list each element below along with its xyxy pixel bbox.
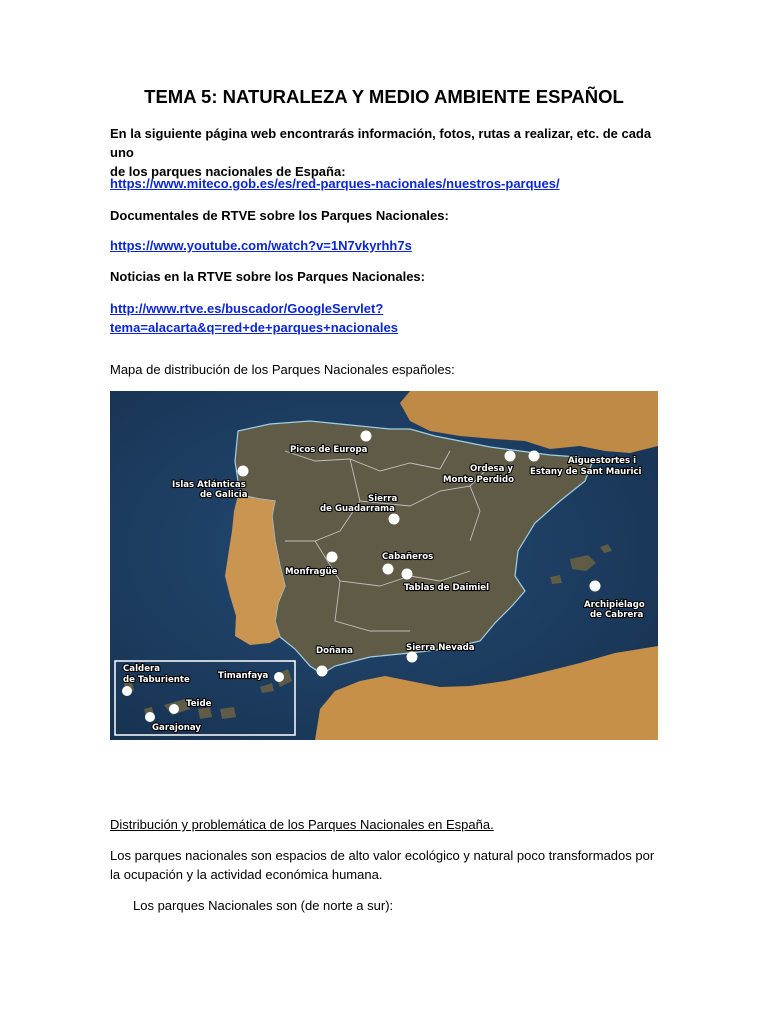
marker-garajonay[interactable] — [145, 712, 155, 722]
marker-caldera-taburiente[interactable] — [122, 686, 132, 696]
list-intro: Los parques Nacionales son (de norte a sur): — [133, 898, 394, 913]
marker-tablas-de-daimiel[interactable] — [402, 569, 413, 580]
label-nevada: Sierra Nevada — [406, 643, 475, 653]
rtve-link[interactable]: http://www.rtve.es/buscador/GoogleServlet?tema=alacarta&q=red+de+parques+nacionales — [110, 301, 398, 335]
label-sierra-2: de Guadarrama — [320, 504, 395, 514]
miteco-link[interactable]: https://www.miteco.gob.es/es/red-parques-nacionales/nuestros-parques/ — [110, 176, 560, 191]
label-ordesa-1: Ordesa y — [470, 464, 514, 474]
marker-ordesa[interactable] — [505, 451, 516, 462]
page-title: TEMA 5: NATURALEZA Y MEDIO AMBIENTE ESPAÑOL — [144, 86, 624, 107]
label-tablas: Tablas de Daimiel — [404, 583, 490, 593]
marker-aiguestortes[interactable] — [529, 451, 540, 462]
label-islas-2: de Galicia — [200, 490, 248, 500]
label-archi-1: Archipiélago — [584, 600, 645, 610]
label-garajonay: Garajonay — [152, 723, 201, 733]
label-monfrague: Monfragüe — [285, 567, 338, 577]
label-aigues-1: Aiguestortes i — [568, 456, 637, 466]
marker-teide[interactable] — [169, 704, 179, 714]
marker-cabrera[interactable] — [590, 581, 601, 592]
national-parks-map — [110, 391, 658, 740]
label-ordesa-2: Monte Perdido — [443, 475, 515, 485]
label-aigues-2: Estany de Sant Maurici — [530, 467, 642, 477]
label-archi-2: de Cabrera — [590, 610, 644, 620]
marker-timanfaya[interactable] — [274, 672, 284, 682]
intro-paragraph — [110, 124, 670, 181]
section-heading: Distribución y problemática de los Parques Nacionales en España. — [110, 817, 494, 832]
marker-sierra-guadarrama[interactable] — [389, 514, 400, 525]
body-paragraph — [110, 846, 670, 884]
label-timanfaya: Timanfaya — [218, 671, 269, 681]
label-caldera-2: de Taburiente — [123, 675, 190, 685]
label-cabaneros: Cabañeros — [382, 552, 434, 562]
marker-monfrague[interactable] — [327, 552, 338, 563]
label-teide: Teide — [186, 699, 212, 709]
map-caption: Mapa de distribución de los Parques Nacionales españoles: — [110, 362, 455, 377]
body-line-2: la ocupación y la actividad económica humana. — [110, 867, 383, 882]
intro-line-2: de los parques nacionales de España: — [110, 164, 346, 179]
intro-line-1: En la siguiente página web encontrarás información, fotos, rutas a realizar, etc. de cada uno — [110, 126, 652, 160]
marker-sierra-nevada[interactable] — [407, 652, 418, 663]
news-heading: Noticias en la RTVE sobre los Parques Nacionales: — [110, 269, 425, 284]
marker-picos-de-europa[interactable] — [361, 431, 372, 442]
label-picos: Picos de Europa — [290, 445, 368, 455]
youtube-link[interactable]: https://www.youtube.com/watch?v=1N7vkyrhh7s — [110, 238, 412, 253]
documentaries-heading: Documentales de RTVE sobre los Parques Nacionales: — [110, 208, 449, 223]
label-caldera-1: Caldera — [123, 664, 161, 674]
body-line-1: Los parques nacionales son espacios de alto valor ecológico y natural poco transformados por — [110, 848, 655, 863]
label-donana: Doñana — [316, 646, 353, 656]
label-sierra-1: Sierra — [368, 494, 398, 504]
marker-cabaneros[interactable] — [383, 564, 394, 575]
marker-donana[interactable] — [317, 666, 328, 677]
marker-islas-atlanticas[interactable] — [238, 466, 249, 477]
label-islas-1: Islas Atlánticas — [172, 480, 246, 490]
